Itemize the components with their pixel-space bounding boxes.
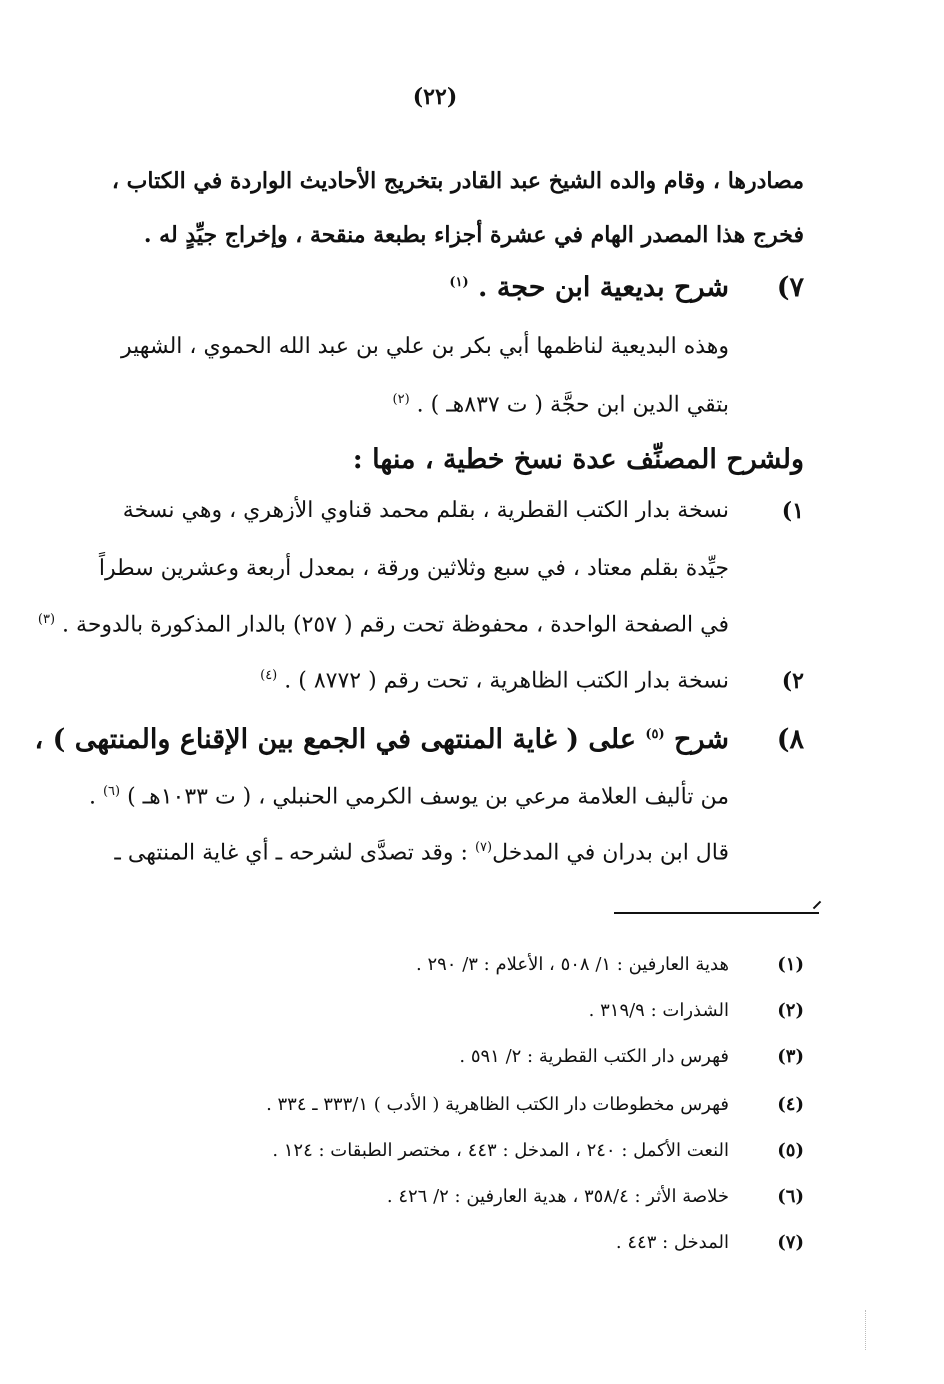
- footnote-6-text: خلاصة الأثر : ٣٥٨/٤ ، هدية العارفين : ٢/ ٤٢٦ .: [386, 1186, 729, 1207]
- footnote-2-text: الشذرات : ٣١٩/٩ .: [588, 1000, 729, 1021]
- footnote-ref-6: (٦): [102, 784, 121, 799]
- item-7-title-text: شرح بديعية ابن حجة .: [478, 272, 729, 303]
- footnote-3-number: (٣): [777, 1046, 804, 1067]
- item-8-line-3-b: : وقد تصدَّى لشرحه ـ أي غاية المنتهى ـ: [114, 840, 468, 866]
- para1-line-1: مصادرها ، وقام والده الشيخ عبد القادر بتخريج الأحاديث الواردة في الكتاب ،: [111, 168, 804, 194]
- footnote-4-number: (٤): [777, 1094, 804, 1115]
- item-8-number: ٨): [776, 724, 804, 755]
- ms-1-line-3-text: في الصفحة الواحدة ، محفوظة تحت رقم ( ٢٥٧) بالدار المذكورة بالدوحة .: [62, 612, 729, 638]
- manuscripts-heading: ولشرح المصنِّف عدة نسخ خطية ، منها :: [352, 444, 804, 475]
- item-8-title-b: على ( غاية المنتهى في الجمع بين الإقناع والمنتهى ) ،: [34, 724, 636, 755]
- item-7-line-2-text: بتقي الدين ابن حجَّة ( ت ٨٣٧هـ ) .: [416, 392, 729, 418]
- item-7-number: ٧): [776, 272, 804, 303]
- footnote-separator: [614, 912, 819, 914]
- item-8-title: [34, 724, 729, 755]
- item-8-line-2: [88, 784, 729, 810]
- item-8-line-2-end: .: [88, 784, 96, 810]
- footnote-ref-2: (٢): [392, 392, 410, 407]
- item-7-line-2: [109, 392, 729, 417]
- ms-1-line-1: نسخة بدار الكتب القطرية ، بقلم محمد قناوي الأزهري ، وهي نسخة: [122, 498, 729, 523]
- para1-line-2: فخرج هذا المصدر الهام في عشرة أجزاء بطبعة منقحة ، وإخراج جيِّدٍ له .: [143, 222, 804, 248]
- item-7-title: [109, 272, 729, 303]
- scan-margin-mark: [863, 1310, 866, 1350]
- ms-1-number: ١): [781, 498, 804, 524]
- ms-2-number: ٢): [781, 668, 804, 694]
- footnote-1-text: هدية العارفين : ١/ ٥٠٨ ، الأعلام : ٣/ ٢٩٠ .: [416, 954, 729, 975]
- footnote-4-text: فهرس مخطوطات دار الكتب الظاهرية ( الأدب ) ٣٣٣/١ ـ ٣٣٤ .: [266, 1094, 729, 1115]
- footnote-7-number: (٧): [777, 1232, 804, 1253]
- footnote-7-text: المدخل : ٤٤٣ .: [615, 1232, 729, 1253]
- footnote-3-text: فهرس دار الكتب القطرية : ٢/ ٥٩١ .: [459, 1046, 729, 1067]
- ms-1-line-3: [37, 612, 729, 638]
- footnote-6-number: (٦): [777, 1186, 804, 1207]
- footnote-ref-7: (٧): [474, 840, 493, 855]
- footnote-5-text: النعت الأكمل : ٢٤٠ ، المدخل : ٤٤٣ ، مختصر الطبقات : ١٢٤ .: [272, 1140, 729, 1161]
- item-8-line-3: [109, 840, 729, 865]
- footnote-5-number: (٥): [777, 1140, 804, 1161]
- footnote-ref-3: (٣): [37, 612, 56, 627]
- item-7-line-1: وهذه البديعية لناظمها أبي بكر بن علي بن عبد الله الحموي ، الشهير: [121, 334, 729, 359]
- ms-1-line-2: جيِّدة بقلم معتاد ، في سبع وثلاثين ورقة ، بمعدل أربعة وعشرين سطراً: [98, 556, 729, 581]
- page-number: (٢٢): [412, 84, 458, 110]
- footnote-2-number: (٢): [777, 1000, 804, 1021]
- item-8-title-a: شرح: [674, 724, 729, 755]
- item-8-line-2-text: من تأليف العلامة مرعي بن يوسف الكرمي الحنبلي ، ( ت ١٠٣٣هـ ): [127, 784, 729, 810]
- footnote-ref-5: (٥): [645, 727, 665, 742]
- ms-2-text: نسخة بدار الكتب الظاهرية ، تحت رقم ( ٨٧٧٢ ) .: [284, 668, 729, 694]
- ms-2-line: [109, 668, 729, 693]
- footnote-separator-tick: [813, 901, 821, 909]
- footnote-ref-1: (١): [449, 275, 469, 290]
- footnote-ref-4: (٤): [260, 668, 278, 683]
- item-8-line-3-a: قال ابن بدران في المدخل: [492, 840, 729, 866]
- footnote-1-number: (١): [777, 954, 804, 975]
